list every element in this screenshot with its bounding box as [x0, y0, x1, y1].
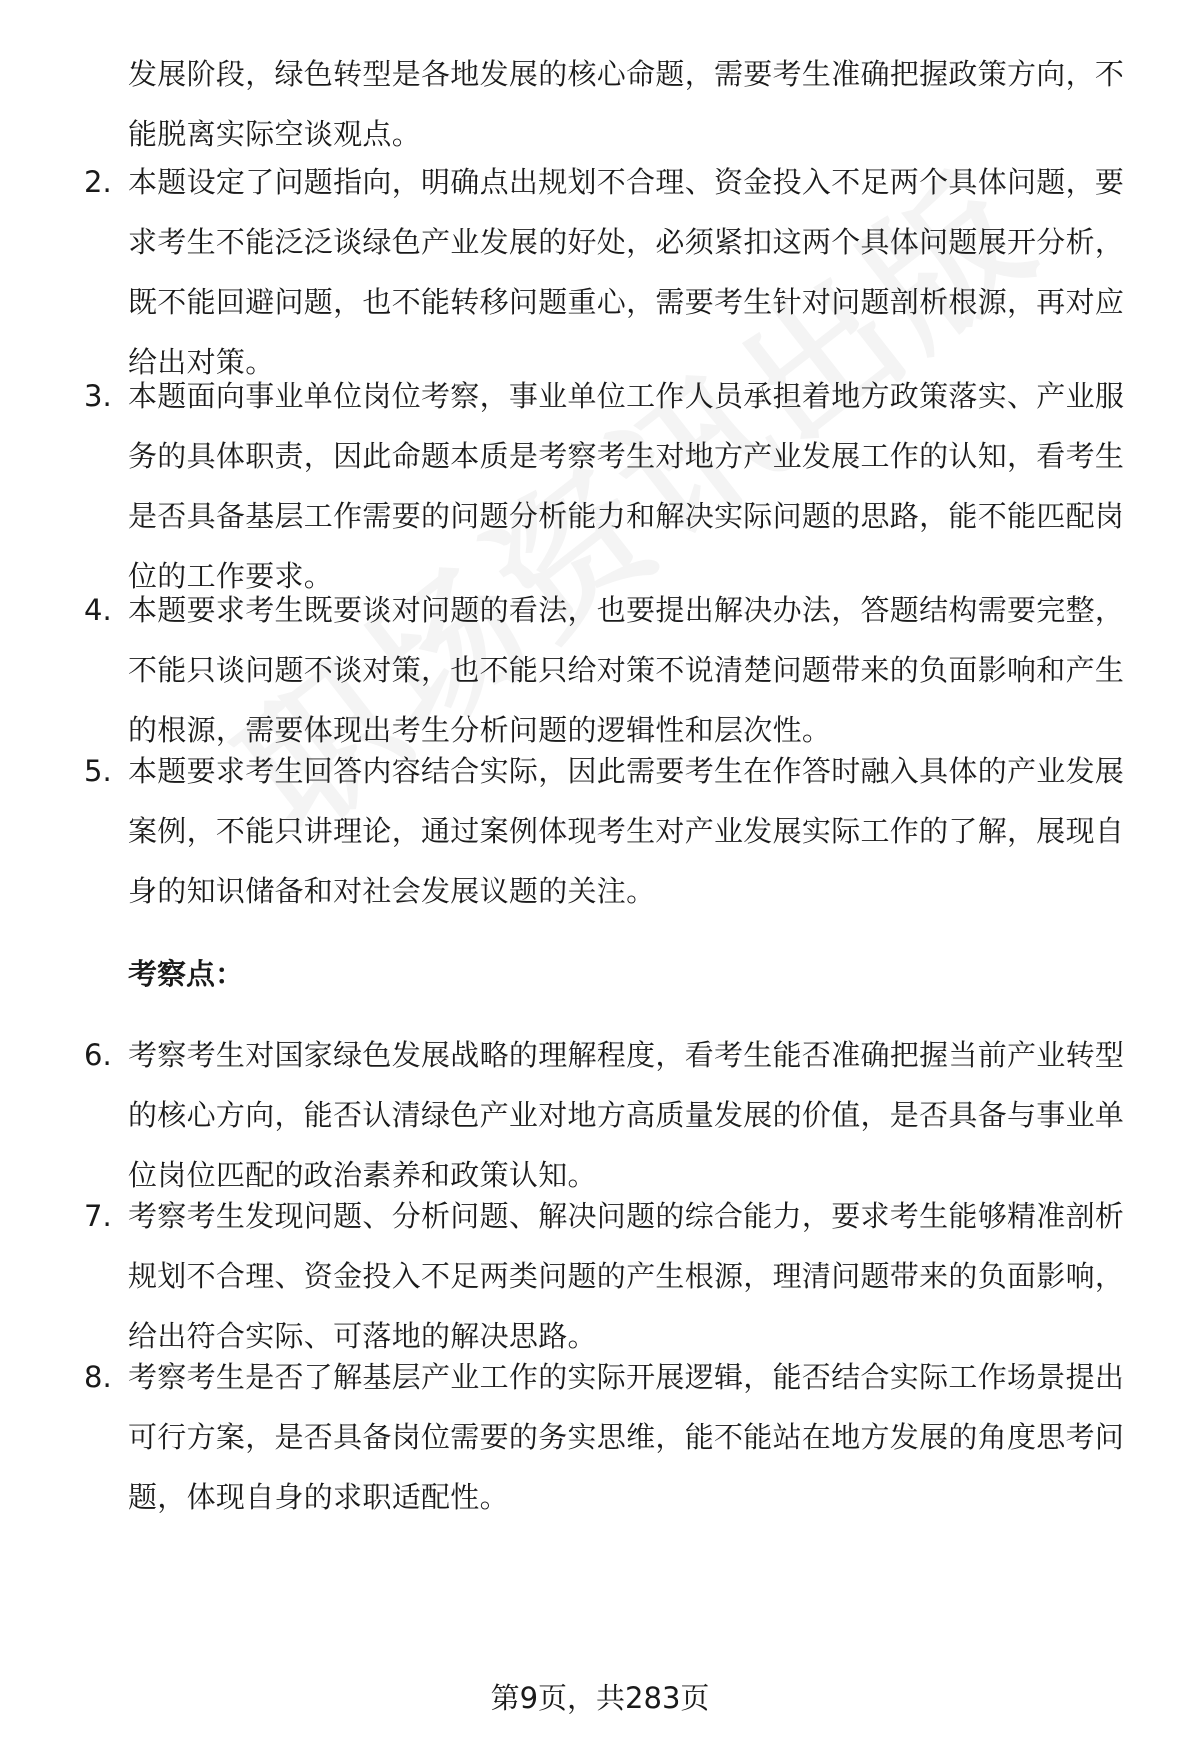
list-item-number: 6. [84, 1038, 112, 1072]
list-item-number: 5. [84, 754, 112, 788]
list-item-number: 3. [84, 379, 112, 413]
list-item-text: 考察考生发现问题、分析问题、解决问题的综合能力，要求考生能够精准剖析规划不合理、资金投入不足两类问题的产生根源，理清问题带来的负面影响，给出符合实际、可落地的解决思路。 [128, 1199, 1125, 1353]
list-item-text: 本题面向事业单位岗位考察，事业单位工作人员承担着地方政策落实、产业服务的具体职责，因此命题本质是考察考生对地方产业发展工作的认知，看考生是否具备基层工作需要的问题分析能力和解决实际问题的思路，能不能匹配岗位的工作要求。 [128, 379, 1125, 593]
list-item-text: 考察考生对国家绿色发展战略的理解程度，看考生能否准确把握当前产业转型的核心方向，能否认清绿色产业对地方高质量发展的价值，是否具备与事业单位岗位匹配的政治素养和政策认知。 [128, 1038, 1125, 1192]
list-item-text: 本题要求考生既要谈对问题的看法，也要提出解决办法，答题结构需要完整，不能只谈问题不谈对策，也不能只给对策不说清楚问题带来的负面影响和产生的根源，需要体现出考生分析问题的逻辑性和层次性。 [128, 593, 1125, 747]
continuation-paragraph: 发展阶段，绿色转型是各地发展的核心命题，需要考生准确把握政策方向，不能脱离实际空谈观点。 [128, 57, 1125, 151]
list-item-number: 2. [84, 165, 112, 199]
list-item-number: 8. [84, 1360, 112, 1394]
list-item-text: 考察考生是否了解基层产业工作的实际开展逻辑，能否结合实际工作场景提出可行方案，是否具备岗位需要的务实思维，能不能站在地方发展的角度思考问题，体现自身的求职适配性。 [128, 1360, 1125, 1514]
list-item-text: 本题要求考生回答内容结合实际，因此需要考生在作答时融入具体的产业发展案例，不能只讲理论，通过案例体现考生对产业发展实际工作的了解，展现自身的知识储备和对社会发展议题的关注。 [128, 754, 1125, 908]
section-title: 考察点： [128, 957, 245, 991]
list-item-number: 7. [84, 1199, 112, 1233]
page-footer: 第9页，共283页 [490, 1681, 710, 1715]
list-item-text: 本题设定了问题指向，明确点出规划不合理、资金投入不足两个具体问题，要求考生不能泛泛谈绿色产业发展的好处，必须紧扣这两个具体问题展开分析，既不能回避问题，也不能转移问题重心，需要考生针对问题剖析根源，再对应给出对策。 [128, 165, 1125, 379]
list-item-number: 4. [84, 593, 112, 627]
